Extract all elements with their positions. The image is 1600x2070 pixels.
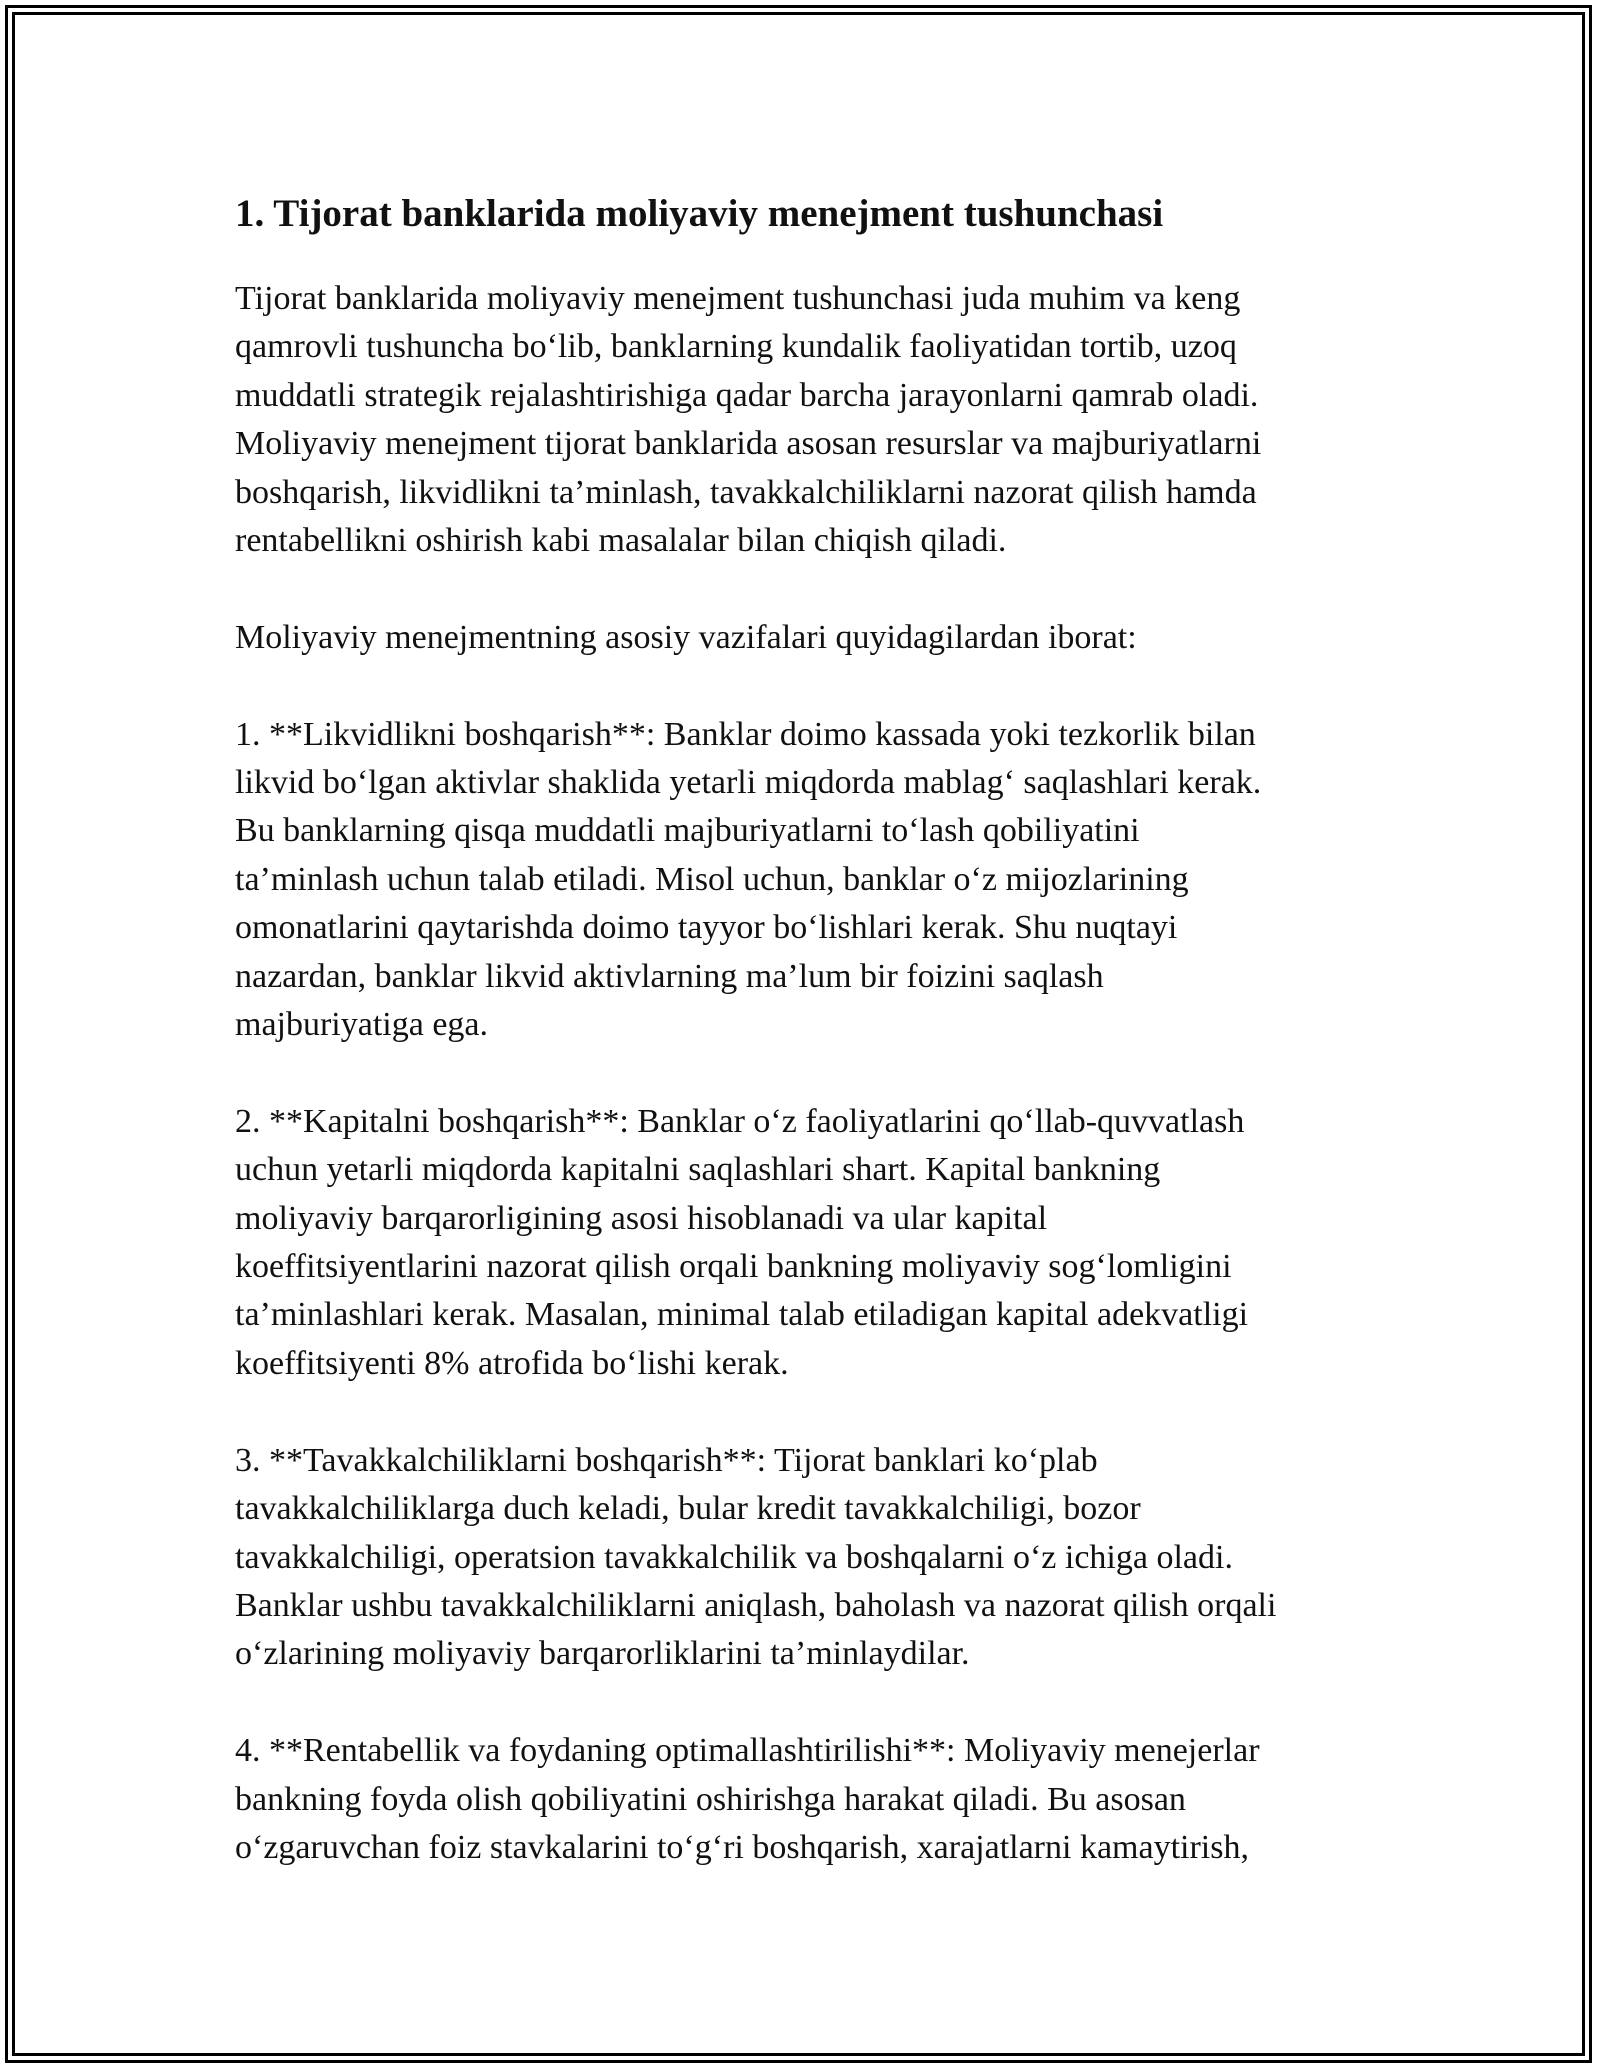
intro-paragraph [235, 275, 1375, 565]
paragraph-gap [235, 1388, 1375, 1436]
paragraph-gap [235, 1049, 1375, 1097]
paragraph-gap [235, 1679, 1375, 1727]
text-line: 3. **Tavakkalchiliklarni boshqarish**: Tijorat banklari ko‘plab [235, 1441, 1098, 1479]
text-line: koeffitsiyentlarini nazorat qilish orqali bankning moliyaviy sog‘lomligini [235, 1248, 1232, 1286]
text-line: 4. **Rentabellik va foydaning optimallashtirilishi**: Moliyaviy menejerlar [235, 1732, 1260, 1770]
text-line: majburiyatiga ega. [235, 1006, 489, 1044]
text-line: moliyaviy barqarorligining asosi hisoblanadi va ular kapital [235, 1199, 1048, 1237]
text-line: muddatli strategik rejalashtirishiga qadar barcha jarayonlarni qamrab oladi. [235, 376, 1259, 414]
list-item-risk [235, 1437, 1375, 1679]
list-item-liquidity [235, 711, 1375, 1050]
text-line: koeffitsiyenti 8% atrofida bo‘lishi kerak. [235, 1344, 789, 1382]
text-line: ta’minlashlari kerak. Masalan, minimal talab etiladigan kapital adekvatligi [235, 1296, 1249, 1334]
text-line: nazardan, banklar likvid aktivlarning ma’lum bir foizini saqlash [235, 957, 1104, 995]
text-line: o‘zgaruvchan foiz stavkalarini to‘g‘ri boshqarish, xarajatlarni kamaytirish, [235, 1828, 1249, 1866]
text-line: Banklar ushbu tavakkalchiliklarni aniqlash, baholash va nazorat qilish orqali [235, 1586, 1277, 1624]
text-line: Bu banklarning qisqa muddatli majburiyatlarni to‘lash qobiliyatini [235, 812, 1140, 850]
list-item-profitability [235, 1727, 1375, 1872]
text-line: tavakkalchiligi, operatsion tavakkalchilik va boshqalarni o‘z ichiga oladi. [235, 1538, 1233, 1576]
text-line: rentabellikni oshirish kabi masalalar bilan chiqish qiladi. [235, 522, 1007, 560]
text-line: ta’minlash uchun talab etiladi. Misol uchun, banklar o‘z mijozlarining [235, 860, 1189, 898]
text-line: boshqarish, likvidlikni ta’minlash, tavakkalchiliklarni nazorat qilish hamda [235, 473, 1257, 511]
text-line: uchun yetarli miqdorda kapitalni saqlashlari shart. Kapital bankning [235, 1151, 1161, 1189]
text-line: qamrovli tushuncha bo‘lib, banklarning kundalik faoliyatidan tortib, uzoq [235, 328, 1237, 366]
tasks-intro-paragraph [235, 614, 1375, 662]
list-item-capital [235, 1098, 1375, 1388]
text-line: 2. **Kapitalni boshqarish**: Banklar o‘z faoliyatlarini qo‘llab-quvvatlash [235, 1102, 1245, 1140]
text-line: likvid bo‘lgan aktivlar shaklida yetarli miqdorda mablag‘ saqlashlari kerak. [235, 764, 1262, 802]
text-line: 1. **Likvidlikni boshqarish**: Banklar doimo kassada yoki tezkorlik bilan [235, 715, 1256, 753]
paragraph-gap [235, 565, 1375, 613]
section-heading: 1. Tijorat banklarida moliyaviy menejment tushunchasi [235, 192, 1164, 235]
text-line: omonatlarini qaytarishda doimo tayyor bo‘lishlari kerak. Shu nuqtayi [235, 909, 1178, 947]
paragraph-gap [235, 662, 1375, 710]
text-line: Tijorat banklarida moliyaviy menejment tushunchasi juda muhim va keng [235, 280, 1241, 317]
text-line: o‘zlarining moliyaviy barqarorliklarini ta’minlaydilar. [235, 1635, 970, 1673]
document-body [235, 186, 1375, 1872]
text-line: tavakkalchiliklarga duch keladi, bular kredit tavakkalchiligi, bozor [235, 1490, 1141, 1528]
text-line: bankning foyda olish qobiliyatini oshirishga harakat qiladi. Bu asosan [235, 1780, 1186, 1818]
text-line: Moliyaviy menejmentning asosiy vazifalari quyidagilardan iborat: [235, 618, 1137, 656]
text-line: Moliyaviy menejment tijorat banklarida asosan resurslar va majburiyatlarni [235, 425, 1262, 463]
